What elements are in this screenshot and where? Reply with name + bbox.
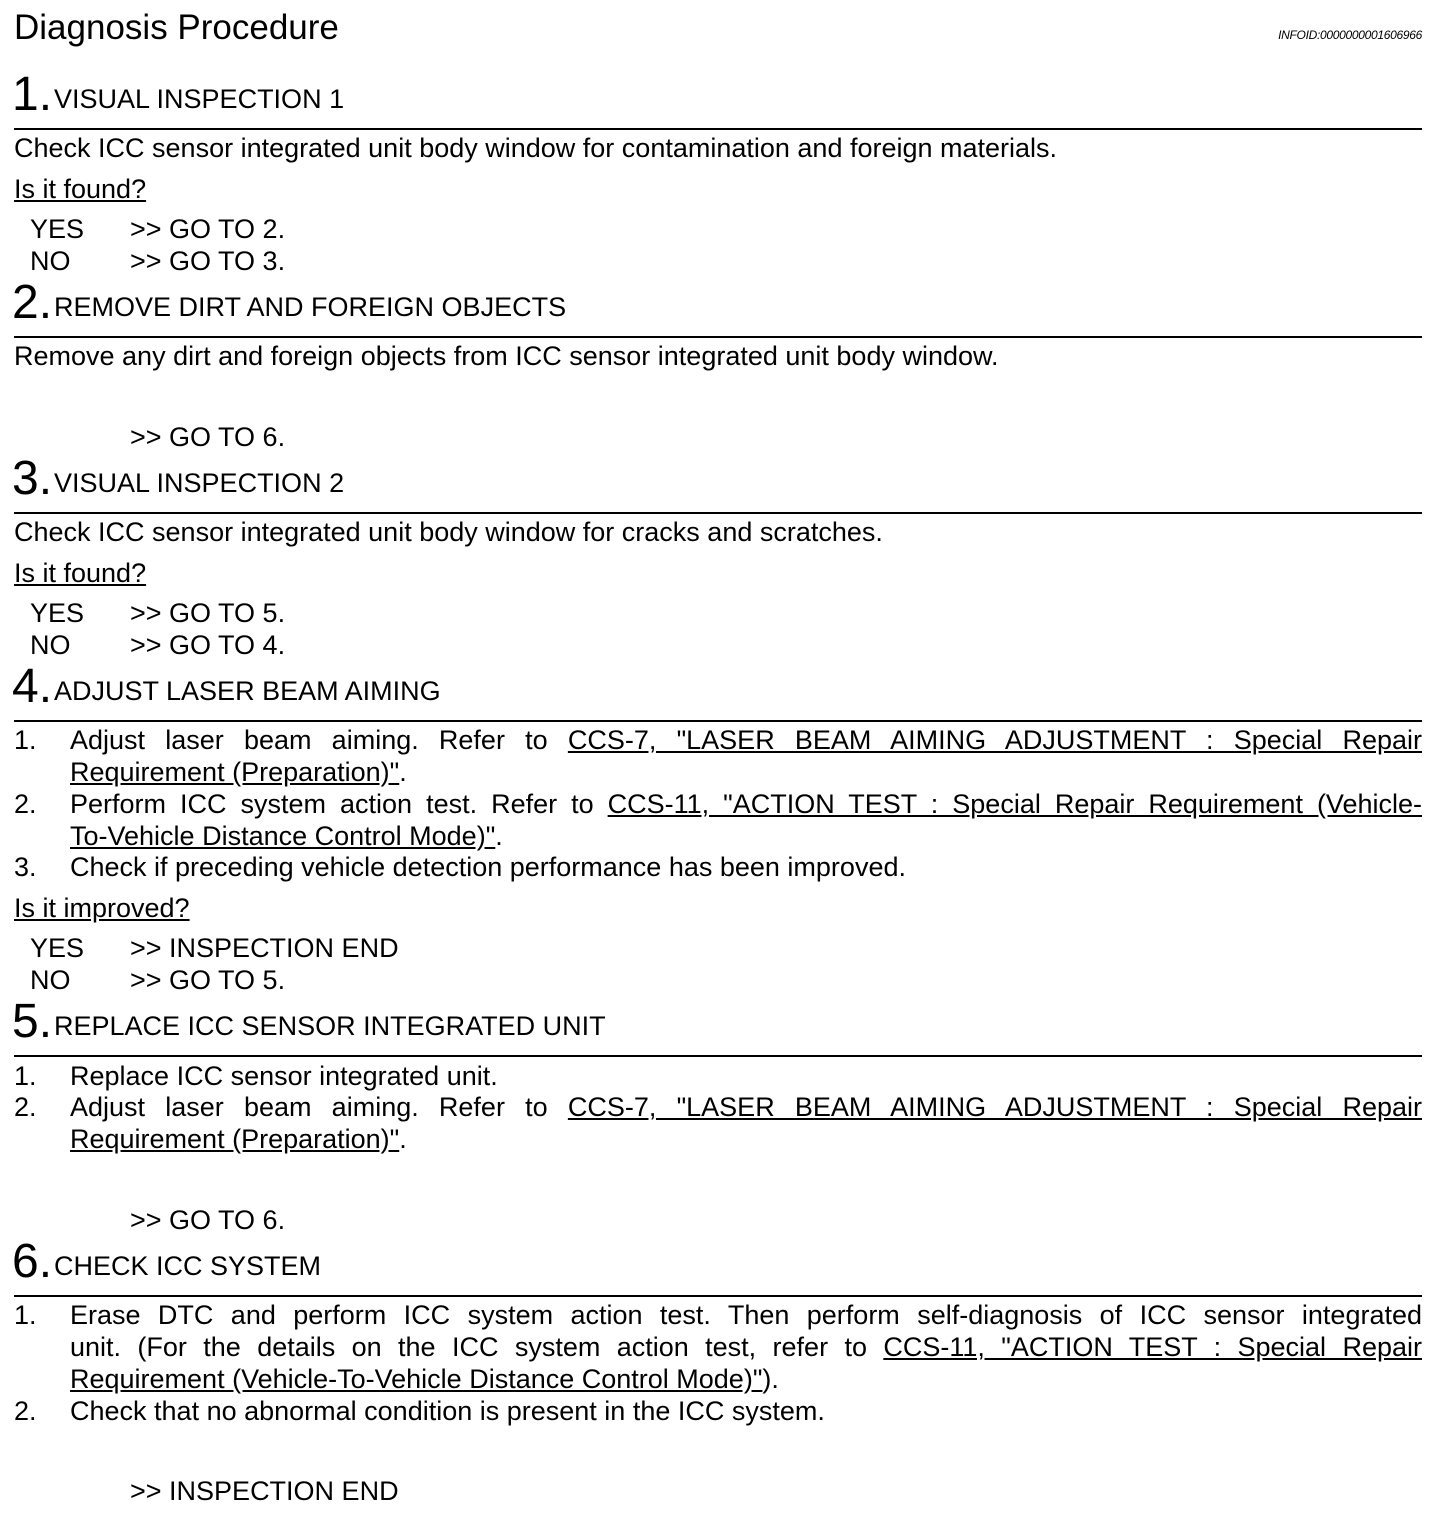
- step4-item2-tail: .: [495, 821, 503, 851]
- step4-item2-line2: [70, 820, 503, 852]
- step4-item1-number: 1.: [14, 725, 37, 755]
- step4-no-label: NO: [30, 965, 71, 995]
- step2-number: 2.: [12, 276, 53, 329]
- step3-no-label: NO: [30, 630, 71, 660]
- step5-item2-number: 2.: [14, 1092, 37, 1122]
- step4-item2-number: 2.: [14, 789, 37, 819]
- step4-item3-number: 3.: [14, 852, 37, 882]
- step1-number: 1.: [12, 68, 53, 121]
- step4-yes-label: YES: [30, 933, 85, 963]
- page-title: Diagnosis Procedure: [14, 8, 339, 47]
- step5-item2-tail: .: [399, 1124, 407, 1154]
- step6-action: >> INSPECTION END: [130, 1476, 399, 1506]
- info-id: INFOID:0000000001606966: [1278, 28, 1422, 42]
- step6-number: 6.: [12, 1235, 53, 1288]
- step6-item1-text2: unit. (For the details on the ICC system action test, refer to: [70, 1332, 884, 1362]
- step3-title: VISUAL INSPECTION 2: [54, 468, 345, 498]
- step5-item1-number: 1.: [14, 1061, 37, 1091]
- step5-item1-text: Replace ICC sensor integrated unit.: [70, 1061, 498, 1091]
- step3-text: Check ICC sensor integrated unit body window for cracks and scratches.: [14, 517, 883, 547]
- step4-item1-link[interactable]: CCS-7, "LASER BEAM AIMING ADJUSTMENT : Special Repair: [567, 725, 1422, 755]
- step3-question: Is it found?: [14, 558, 147, 588]
- step5-item2-text: Adjust laser beam aiming. Refer to: [70, 1092, 568, 1122]
- step3-divider: [14, 512, 1422, 514]
- step6-item1-link-cont[interactable]: Requirement (Vehicle-To-Vehicle Distance Control Mode)": [70, 1364, 763, 1394]
- step4-number: 4.: [12, 660, 53, 713]
- step3-no-action: >> GO TO 4.: [130, 630, 286, 660]
- step4-yes-action: >> INSPECTION END: [130, 933, 399, 963]
- step1-yes-action: >> GO TO 2.: [130, 214, 286, 244]
- step5-item2-link-cont[interactable]: Requirement (Preparation)": [70, 1124, 400, 1154]
- step5-item2-link[interactable]: CCS-7, "LASER BEAM AIMING ADJUSTMENT : Special Repair: [567, 1092, 1422, 1122]
- step4-question: Is it improved?: [14, 893, 190, 923]
- step4-no-action: >> GO TO 5.: [130, 965, 286, 995]
- step4-item2-line1: [70, 788, 1422, 820]
- step4-item2-link[interactable]: CCS-11, "ACTION TEST : Special Repair Requirement (Vehicle-: [607, 789, 1422, 819]
- step3-number: 3.: [12, 452, 53, 505]
- step6-item2-number: 2.: [14, 1396, 37, 1426]
- step6-item2-text: Check that no abnormal condition is present in the ICC system.: [70, 1396, 825, 1426]
- step6-item1-tail: ).: [762, 1364, 779, 1394]
- step5-action: >> GO TO 6.: [130, 1205, 286, 1235]
- step1-question: Is it found?: [14, 174, 147, 204]
- step6-item1-line3: [70, 1363, 779, 1395]
- step6-title: CHECK ICC SYSTEM: [54, 1251, 322, 1281]
- step3-yes-action: >> GO TO 5.: [130, 598, 286, 628]
- step1-no-label: NO: [30, 246, 71, 276]
- step4-item1-line1: [70, 724, 1422, 756]
- step4-item1-link-cont[interactable]: Requirement (Preparation)": [70, 757, 400, 787]
- step6-item1-line2: [70, 1331, 1422, 1363]
- step4-item1-text: Adjust laser beam aiming. Refer to: [70, 725, 568, 755]
- step4-item2-text: Perform ICC system action test. Refer to: [70, 789, 608, 819]
- step2-action: >> GO TO 6.: [130, 422, 286, 452]
- step4-item1-tail: .: [399, 757, 407, 787]
- step5-number: 5.: [12, 995, 53, 1048]
- step1-title: VISUAL INSPECTION 1: [54, 84, 345, 114]
- step2-title: REMOVE DIRT AND FOREIGN OBJECTS: [54, 292, 567, 322]
- step5-item2-line1: [70, 1091, 1422, 1123]
- step1-yes-label: YES: [30, 214, 85, 244]
- step4-item2-link-cont[interactable]: To-Vehicle Distance Control Mode)": [70, 821, 496, 851]
- step6-item1-link[interactable]: CCS-11, "ACTION TEST : Special Repair: [883, 1332, 1422, 1362]
- step3-yes-label: YES: [30, 598, 85, 628]
- step6-item1-number: 1.: [14, 1300, 37, 1330]
- step4-item3-text: Check if preceding vehicle detection performance has been improved.: [70, 852, 906, 882]
- step2-text: Remove any dirt and foreign objects from ICC sensor integrated unit body window.: [14, 341, 999, 371]
- step5-item2-line2: [70, 1123, 407, 1155]
- step6-item1-line1: Erase DTC and perform ICC system action test. Then perform self-diagnosis of ICC sensor integrated: [70, 1300, 1422, 1330]
- step1-no-action: >> GO TO 3.: [130, 246, 286, 276]
- step1-divider: [14, 128, 1422, 130]
- step4-item1-line2: [70, 756, 407, 788]
- step4-title: ADJUST LASER BEAM AIMING: [54, 676, 441, 706]
- step4-divider: [14, 720, 1422, 722]
- step5-divider: [14, 1055, 1422, 1057]
- step2-divider: [14, 336, 1422, 338]
- step1-text: Check ICC sensor integrated unit body window for contamination and foreign materials.: [14, 133, 1058, 163]
- step6-divider: [14, 1295, 1422, 1297]
- step5-title: REPLACE ICC SENSOR INTEGRATED UNIT: [54, 1011, 606, 1041]
